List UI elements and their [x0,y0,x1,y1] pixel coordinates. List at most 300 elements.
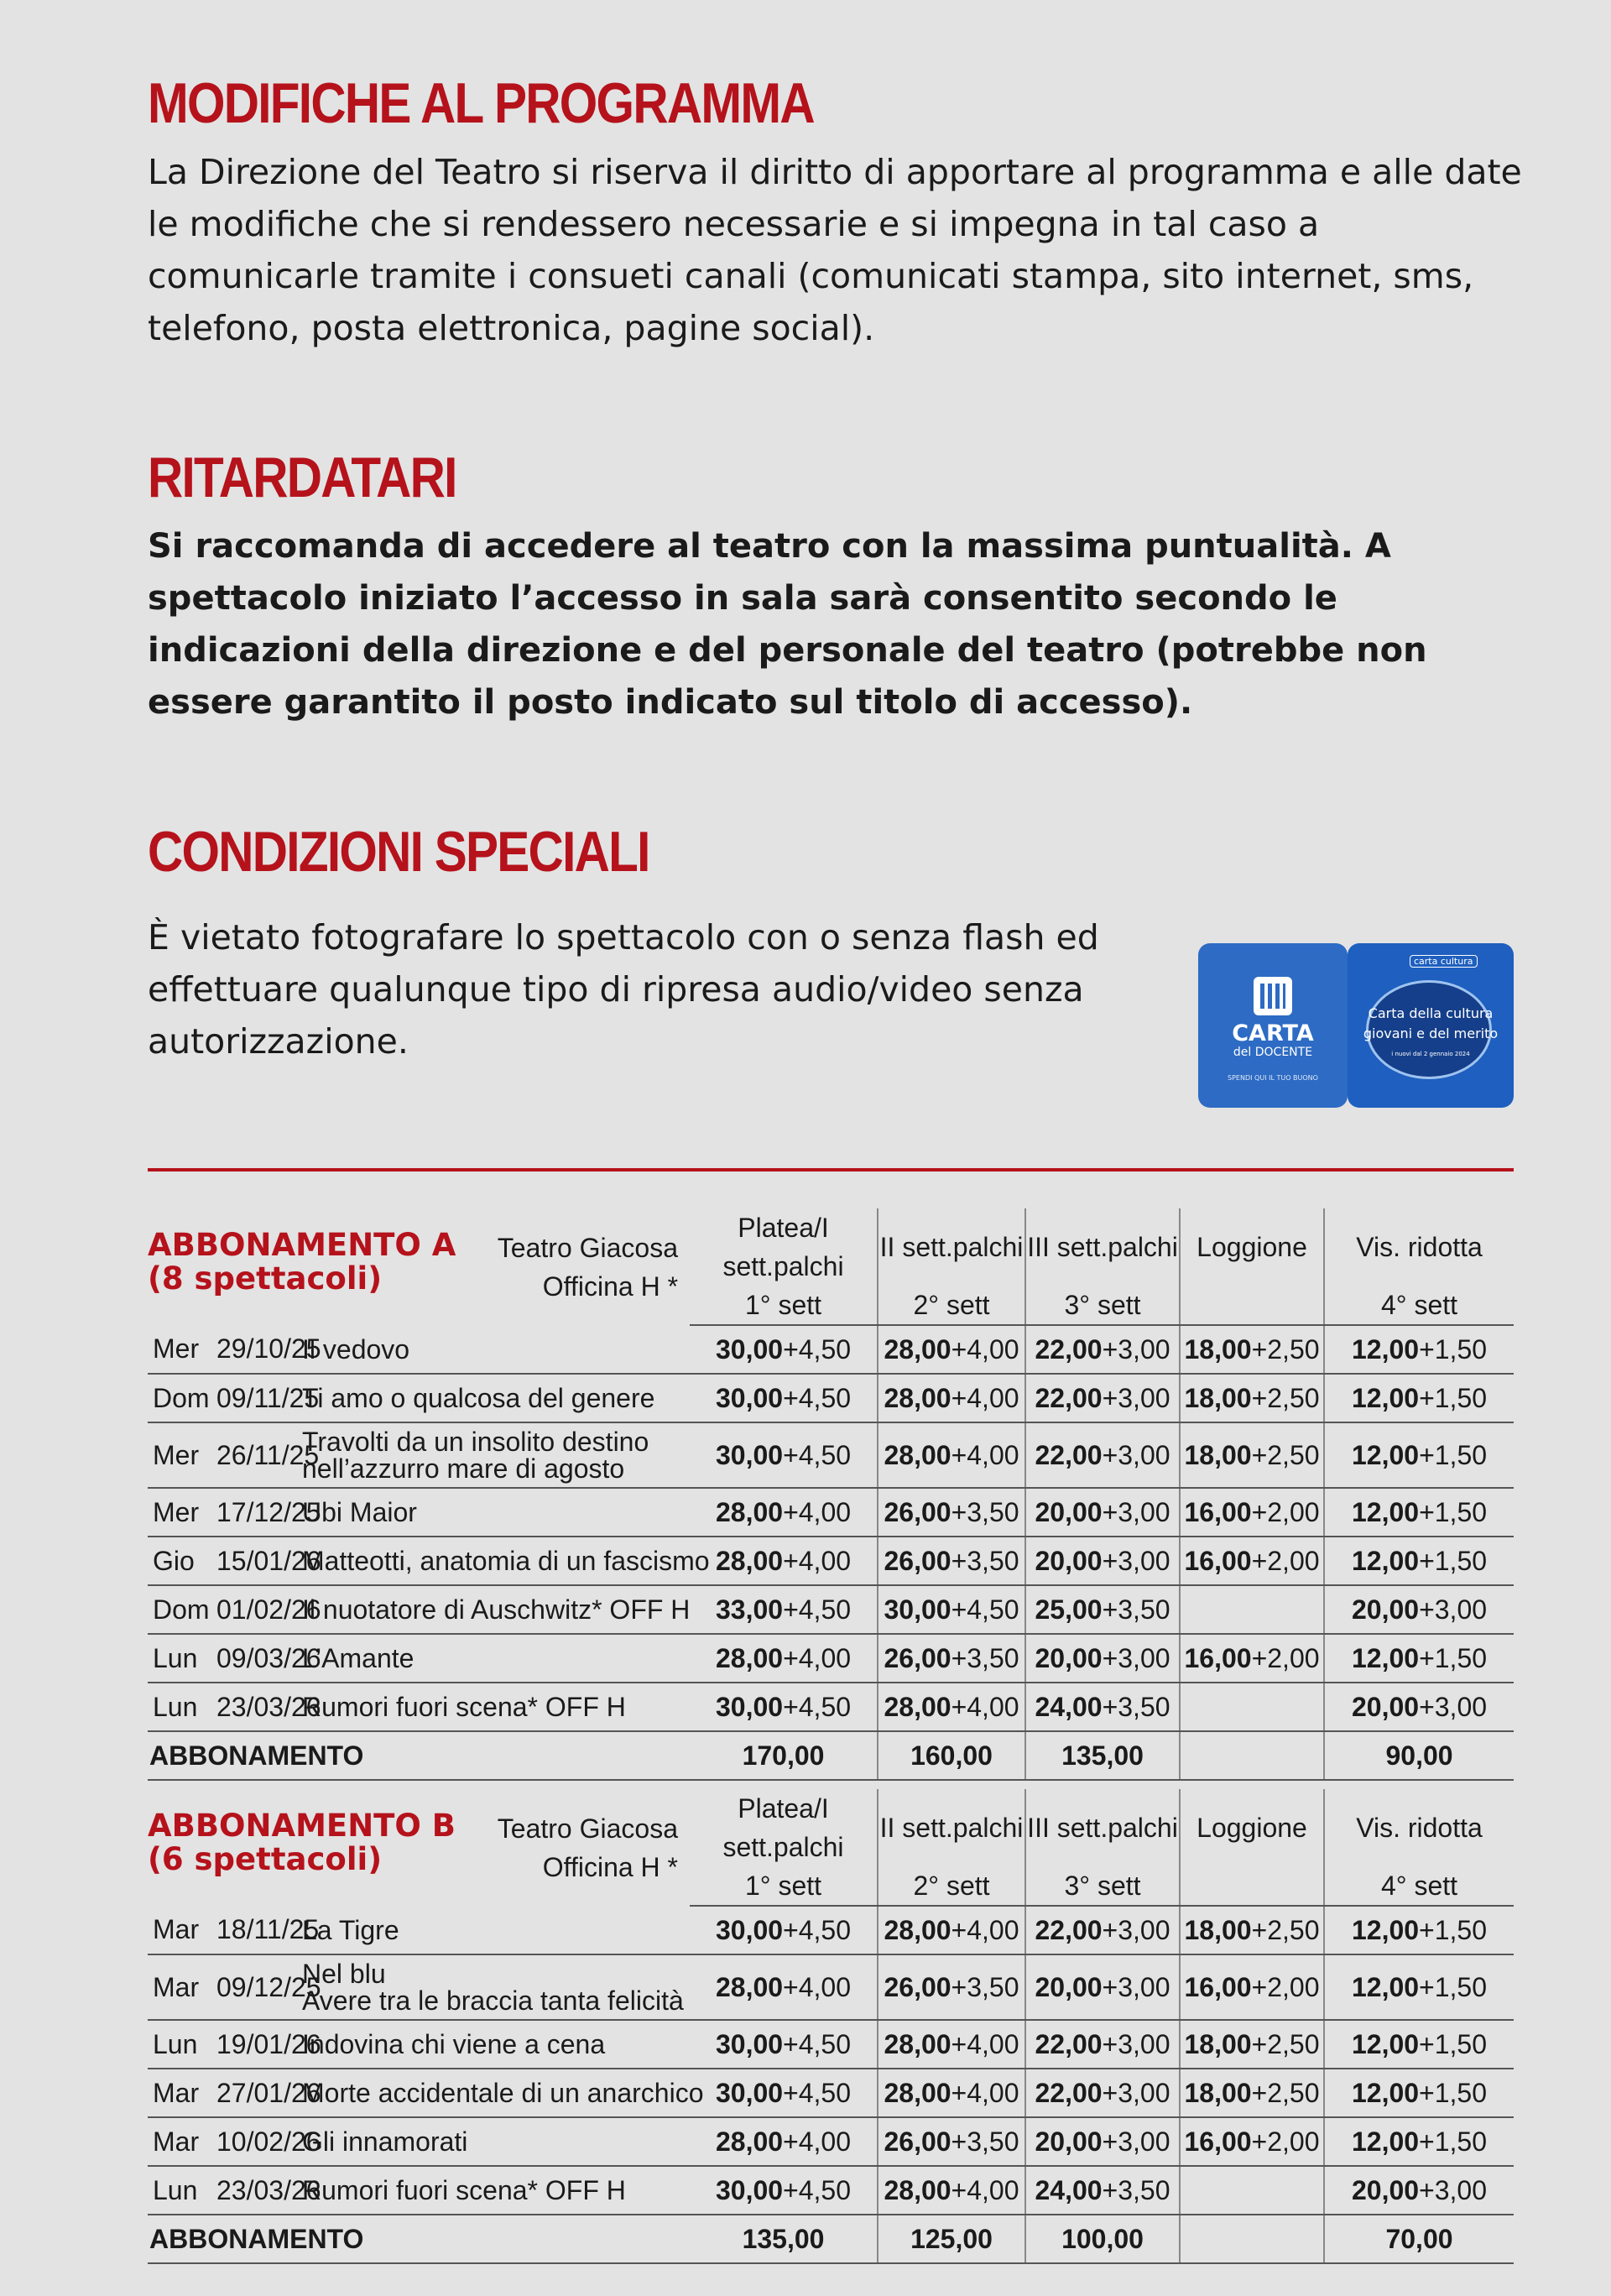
price-cell [1324,1488,1514,1537]
price: 20,00 [1351,1594,1420,1625]
price-cell [1025,1422,1180,1488]
show-cell [302,1954,690,2020]
price-cell [878,1488,1025,1537]
fee: +3,00 [1102,1914,1170,1945]
price-cell [690,1488,878,1537]
abbonamento-b-subtitle: (6 spettacoli) [148,1840,383,1877]
text-ritardatari: Si raccomanda di accedere al teatro con la massima puntualità. A spettacolo iniziato l’accesso in sala sarà consentito secondo le indicazioni della direzione e del personale del teatro (potrebbe non essere garantito il posto indicato sul titolo di accesso). [148,527,1427,722]
price: 20,00 [1035,1642,1103,1673]
price: 28,00 [884,2077,951,2108]
abbonamento-a-table [148,1208,1514,1781]
fee: +3,00 [1102,2126,1170,2157]
fee: +2,50 [1251,1333,1320,1365]
price: 28,00 [884,2174,951,2205]
table-row [148,2069,1514,2117]
price-cell [1025,1374,1180,1422]
fee: +3,00 [1102,1439,1170,1470]
price-cell [1180,2020,1324,2069]
day: Mar [153,1914,200,1944]
price: 22,00 [1035,2077,1103,2108]
day-cell [148,1374,216,1422]
price: 26,00 [884,1642,951,1673]
day-cell [148,2069,216,2117]
price-cell [878,1537,1025,1585]
date-cell [216,1537,321,1585]
price: 28,00 [715,1642,784,1673]
fee: +1,50 [1419,2028,1488,2059]
table-row [148,2166,1514,2215]
price: 28,00 [884,1439,951,1470]
fee: +4,50 [783,1914,852,1945]
table-row [148,1634,1514,1683]
fee: +3,50 [951,1971,1019,2002]
total-iii-sett: 100,00 [1025,2215,1180,2263]
date: 01/02/26 [216,1594,321,1625]
price: 28,00 [884,1914,951,1945]
fee: +3,50 [1102,1691,1170,1722]
show-cell [302,1683,690,1731]
price: 20,00 [1351,2174,1420,2205]
price-cell [690,1906,878,1954]
fee: +2,50 [1251,1439,1320,1470]
price-cell [878,1585,1025,1634]
fee: +1,50 [1419,1971,1488,2002]
price: 12,00 [1351,2028,1420,2059]
show-cell [302,1585,690,1634]
show-title: L’Amante [302,1643,414,1673]
col-platea: Platea/I sett.palchi [722,1793,844,1862]
price-cell [1025,1585,1180,1634]
price: 22,00 [1035,2028,1103,2059]
price: 18,00 [1184,1333,1252,1365]
price: 28,00 [884,1691,951,1722]
price-cell [878,1325,1025,1374]
show-cell [302,1537,710,1585]
price: 18,00 [1184,2077,1252,2108]
show-title: Gli innamorati [302,2126,468,2157]
day-cell [148,2166,216,2215]
show-cell [302,1422,690,1488]
table-row [148,1374,1514,1422]
venue-label [498,1809,690,1886]
fee: +4,00 [951,1914,1019,1945]
fee: +4,00 [951,1439,1019,1470]
heading-condizioni: CONDIZIONI SPECIALI [148,820,649,884]
col-iii-sett: III sett.palchi [1025,1208,1180,1286]
price: 30,00 [715,1382,784,1413]
price-cell [878,1634,1025,1683]
fee: +3,00 [1419,2174,1488,2205]
price-cell [690,2069,878,2117]
fee: +2,50 [1251,1914,1320,1945]
price: 28,00 [884,1382,951,1413]
day-cell [148,1537,216,1585]
day-cell [148,1585,216,1634]
fee: +1,50 [1419,2077,1488,2108]
price: 18,00 [1184,1382,1252,1413]
date: 09/12/25 [216,1971,321,2002]
price: 24,00 [1035,1691,1103,1722]
col-ii-sett: II sett.palchi [878,1789,1025,1866]
qr-code-icon [1254,977,1292,1015]
price-cell [1324,1537,1514,1585]
table-row [148,1906,1514,1954]
price: 30,00 [715,1914,784,1945]
price: 12,00 [1351,1545,1420,1576]
price: 26,00 [884,1496,951,1527]
abbonamento-a-title [148,1208,690,1325]
day-cell [148,2117,216,2166]
price-cell [1180,1634,1324,1683]
price-cell [1180,1683,1324,1731]
price-cell [690,2117,878,2166]
show-cell [302,2020,690,2069]
price-cell [1324,1374,1514,1422]
price: 30,00 [715,2028,784,2059]
abbonamento-b-title [148,1789,690,1906]
day-cell [148,1634,216,1683]
col-iii-sett: III sett.palchi [1025,1789,1180,1866]
date: 26/11/25 [216,1439,320,1470]
price-cell [1324,2069,1514,2117]
venue-giacosa: Teatro Giacosa [497,1232,679,1263]
venue-officina: Officina H * [542,1271,679,1302]
day: Lun [153,1642,198,1673]
price: 16,00 [1184,1545,1252,1576]
fee: +2,50 [1251,2077,1320,2108]
price-cell [1025,2069,1180,2117]
fee: +1,50 [1419,1439,1488,1470]
abbonamento-a-heading: ABBONAMENTO A [148,1226,456,1263]
total-vis-ridotta: 70,00 [1324,2215,1514,2263]
price-cell [1324,2020,1514,2069]
price: 12,00 [1351,1496,1420,1527]
price-cell [1025,2166,1180,2215]
col-loggione-sub [1180,1866,1324,1906]
col-3-sett: 3° sett [1025,1866,1180,1906]
price-cell [1324,1422,1514,1488]
text-condizioni: È vietato fotografare lo spettacolo con o senza flash ed effettuare qualunque tipo di ripresa audio/video senza autorizzazione. [148,917,1099,1062]
price: 26,00 [884,1971,951,2002]
price-cell [1180,2117,1324,2166]
fee: +4,50 [783,2174,852,2205]
date-cell [216,1585,321,1634]
fee: +4,00 [951,1382,1019,1413]
fee: +4,00 [783,2126,852,2157]
price: 12,00 [1351,1914,1420,1945]
table-row [148,1325,1514,1374]
venue-giacosa: Teatro Giacosa [497,1813,678,1844]
price: 30,00 [715,2174,784,2205]
day: Mar [153,2077,200,2108]
price: 22,00 [1035,1333,1103,1365]
table-row [148,1422,1514,1488]
price: 18,00 [1184,2028,1252,2059]
price-cell [1025,1906,1180,1954]
price-cell [1025,2020,1180,2069]
price: 12,00 [1351,2126,1420,2157]
fee: +3,00 [1102,2028,1170,2059]
show-cell [302,2117,690,2166]
fee: +4,50 [783,1594,852,1625]
price: 20,00 [1351,1691,1420,1722]
col-loggione: Loggione [1180,1789,1324,1866]
col-1-sett: 1° sett [690,1286,878,1325]
carta-cultura-tag: carta cultura [1410,955,1478,968]
table-row [148,2117,1514,2166]
table-row [148,2020,1514,2069]
show-cell [302,2166,690,2215]
day-cell [148,1488,216,1537]
abbonamento-a-subtitle: (8 spettacoli) [148,1260,383,1297]
day: Mer [153,1333,200,1364]
price: 16,00 [1184,1971,1252,2002]
day-cell [148,1906,216,1954]
total-iii-sett: 135,00 [1025,1731,1180,1780]
col-loggione: Loggione [1180,1208,1324,1286]
carta-cultura-text [1348,1004,1514,1044]
col-1-sett: 1° sett [690,1866,878,1906]
price-cell [690,1422,878,1488]
fee: +3,50 [951,1496,1019,1527]
price-cell [878,1374,1025,1422]
price-cell [1324,1683,1514,1731]
fee: +1,50 [1419,1545,1488,1576]
price-cell [1324,1585,1514,1634]
venue-label [498,1229,690,1306]
carta-docente-title: CARTA [1232,1020,1314,1046]
fee: +4,00 [951,2077,1019,2108]
price-cell [878,2117,1025,2166]
price: 30,00 [715,1691,784,1722]
fee: +3,50 [951,2126,1019,2157]
fee: +2,00 [1251,1971,1320,2002]
price-cell [690,1537,878,1585]
date-cell [216,2069,321,2117]
price-cell [878,1954,1025,2020]
show-title: Indovina chi viene a cena [302,2029,606,2059]
price: 28,00 [715,1971,784,2002]
col-4-sett: 4° sett [1324,1866,1514,1906]
price: 25,00 [1035,1594,1103,1625]
price: 30,00 [715,1333,784,1365]
abbonamento-b-total-row [148,2215,1514,2263]
fee: +3,00 [1419,1594,1488,1625]
price-cell [690,1683,878,1731]
fee: +4,00 [951,1333,1019,1365]
total-loggione [1180,2215,1324,2263]
abbonamento-b-heading: ABBONAMENTO B [148,1807,456,1844]
carta-cultura-line2: giovani e del merito [1363,1025,1499,1041]
price-cell [690,1585,878,1634]
price: 22,00 [1035,1439,1103,1470]
day: Dom [153,1594,210,1625]
fee: +1,50 [1419,1382,1488,1413]
price: 30,00 [715,2077,784,2108]
total-platea: 170,00 [690,1731,878,1780]
fee: +1,50 [1419,2126,1488,2157]
abbonamento-b-table [148,1789,1514,2264]
fee: +2,00 [1251,1545,1320,1576]
fee: +4,50 [951,1594,1019,1625]
price-cell [1324,1634,1514,1683]
price-cell [1180,1325,1324,1374]
price: 18,00 [1184,1914,1252,1945]
price-cell [1324,1325,1514,1374]
fee: +4,00 [951,1691,1019,1722]
price-cell [690,2020,878,2069]
day-cell [148,1325,216,1374]
show-cell [302,1488,690,1537]
price-cell [690,2166,878,2215]
table-row [148,1488,1514,1537]
price: 18,00 [1184,1439,1252,1470]
show-title: Rumori fuori scena* OFF H [302,2175,626,2205]
fee: +2,50 [1251,1382,1320,1413]
price-cell [878,1683,1025,1731]
price-cell [1180,2166,1324,2215]
carta-cultura-small: i nuovi dal 2 gennaio 2024 [1391,1051,1470,1057]
show-title: Il vedovo [302,1333,410,1365]
venue-officina: Officina H * [542,1851,678,1882]
fee: +4,00 [783,1642,852,1673]
price: 33,00 [715,1594,784,1625]
fee: +2,00 [1251,2126,1320,2157]
date-cell [216,2166,321,2215]
fee: +4,50 [783,1691,852,1722]
price: 26,00 [884,2126,951,2157]
price: 20,00 [1035,1971,1103,2002]
fee: +4,50 [783,2077,852,2108]
price: 30,00 [884,1594,951,1625]
date-cell [216,1325,321,1374]
fee: +3,00 [1102,1496,1170,1527]
price-cell [1180,1585,1324,1634]
day: Lun [153,1691,198,1722]
fee: +4,50 [783,1382,852,1413]
col-vis-ridotta: Vis. ridotta [1324,1789,1514,1866]
show-title-line2: Avere tra le braccia tanta felicità [302,1986,684,2016]
price-cell [1025,2117,1180,2166]
fee: +4,00 [783,1971,852,2002]
date: 29/10/25 [216,1333,321,1364]
carta-cultura-line1: Carta della cultura [1368,1005,1494,1021]
date: 15/01/26 [216,1545,321,1576]
show-title: Ti amo o qualcosa del genere [302,1383,655,1413]
price-cell [1324,1906,1514,1954]
day: Gio [153,1545,195,1576]
date-cell [216,1488,321,1537]
fee: +3,00 [1102,1382,1170,1413]
fee: +4,50 [783,2028,852,2059]
day: Mer [153,1439,200,1470]
total-label: ABBONAMENTO [148,1731,690,1780]
col-vis-ridotta: Vis. ridotta [1324,1208,1514,1286]
fee: +3,50 [1102,1594,1170,1625]
price: 12,00 [1351,2077,1420,2108]
col-ii-sett: II sett.palchi [878,1208,1025,1286]
day: Lun [153,2174,198,2205]
fee: +4,00 [951,2174,1019,2205]
heading-ritardatari: RITARDATARI [148,446,456,509]
date-cell [216,2020,321,2069]
day: Dom [153,1382,210,1413]
price: 20,00 [1035,1496,1103,1527]
price-cell [878,1906,1025,1954]
fee: +2,50 [1251,2028,1320,2059]
carta-docente-badge [1198,943,1348,1108]
date-cell [216,1374,320,1422]
date-cell [216,1954,321,2020]
total-label: ABBONAMENTO [148,2215,690,2263]
carta-docente-subtitle: del DOCENTE [1233,1046,1313,1059]
price: 20,00 [1035,2126,1103,2157]
price: 26,00 [884,1545,951,1576]
price-cell [878,2069,1025,2117]
abbonamento-a-total-row [148,1731,1514,1780]
price-cell [690,1325,878,1374]
price: 28,00 [884,2028,951,2059]
price: 12,00 [1351,1642,1420,1673]
price: 28,00 [715,1496,784,1527]
total-vis-ridotta: 90,00 [1324,1731,1514,1780]
carta-cultura-badge [1348,943,1514,1108]
table-row [148,1537,1514,1585]
price: 22,00 [1035,1914,1103,1945]
show-title-line2: nell’azzurro mare di agosto [302,1453,625,1484]
price: 28,00 [884,1333,951,1365]
price-cell [1025,1488,1180,1537]
date-cell [216,1634,321,1683]
price: 12,00 [1351,1971,1420,2002]
price-cell [1180,2069,1324,2117]
price: 12,00 [1351,1382,1420,1413]
price-cell [1025,1325,1180,1374]
show-cell [302,1906,690,1954]
table-row [148,1954,1514,2020]
show-title: Travolti da un insolito destino [302,1427,649,1457]
show-title: Ubi Maior [302,1497,417,1527]
fee: +3,50 [951,1642,1019,1673]
fee: +1,50 [1419,1333,1488,1365]
col-2-sett: 2° sett [878,1286,1025,1325]
fee: +2,00 [1251,1496,1320,1527]
date: 23/03/26 [216,1691,321,1722]
day: Mar [153,2126,200,2157]
show-cell [302,1325,690,1374]
date: 18/11/25 [216,1914,320,1944]
fee: +4,50 [783,1333,852,1365]
col-loggione-sub [1180,1286,1324,1325]
date: 27/01/26 [216,2077,321,2108]
fee: +1,50 [1419,1914,1488,1945]
price: 12,00 [1351,1439,1420,1470]
day: Lun [153,2028,198,2059]
date: 17/12/25 [216,1496,321,1527]
fee: +4,00 [783,1545,852,1576]
price-cell [1180,1488,1324,1537]
price-cell [1180,1537,1324,1585]
show-title: La Tigre [302,1914,399,1945]
total-ii-sett: 160,00 [878,1731,1025,1780]
price: 22,00 [1035,1382,1103,1413]
price: 24,00 [1035,2174,1103,2205]
date: 23/03/26 [216,2174,321,2205]
date-cell [216,2117,321,2166]
date: 09/03/26 [216,1642,321,1673]
fee: +4,00 [951,2028,1019,2059]
price-cell [1180,1954,1324,2020]
